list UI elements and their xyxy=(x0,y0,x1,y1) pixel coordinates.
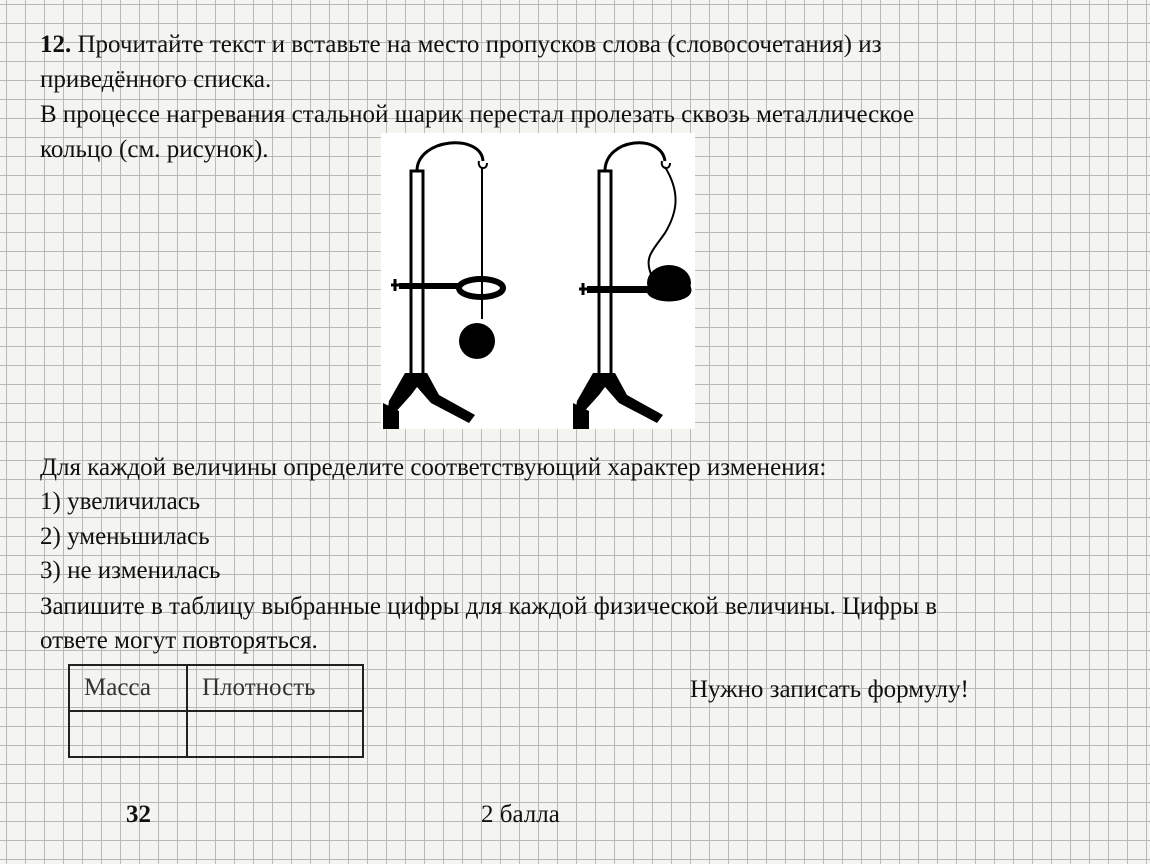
task-line-1 xyxy=(40,27,881,62)
instructions-intro: Для каждой величины определите соответствующий характер изменения: xyxy=(40,454,827,481)
answer-table-value-row xyxy=(69,711,363,757)
answer-density-cell[interactable] xyxy=(187,711,363,757)
header-density: Плотность xyxy=(187,665,363,711)
task-line-2: приведённого списка. xyxy=(40,66,272,93)
write-instruction-1: Запишите в таблицу выбранные цифры для каждой физической величины. Цифры в xyxy=(40,593,938,620)
task-text-1: Прочитайте текст и вставьте на место пропусков слова (словосочетания) из xyxy=(77,31,882,58)
answer-mass-cell[interactable] xyxy=(69,711,187,757)
answer-table xyxy=(68,664,364,758)
option-3: 3) не изменилась xyxy=(40,557,221,584)
option-2: 2) уменьшилась xyxy=(40,523,210,550)
ring-and-ball-apparatus-heated-icon xyxy=(573,143,691,429)
page-number: 32 xyxy=(126,801,151,828)
ring-and-ball-figure xyxy=(381,133,695,429)
option-1: 1) увеличилась xyxy=(40,488,201,515)
points-label: 2 балла xyxy=(481,801,560,828)
ring-and-ball-apparatus-cold-icon xyxy=(383,143,503,429)
write-instruction-2: ответе могут повторяться. xyxy=(40,627,318,654)
task-line-4: кольцо (см. рисунок). xyxy=(40,136,269,163)
task-line-3: В процессе нагревания стальной шарик перестал пролезать сквозь металлическое xyxy=(40,101,915,128)
note-text: Нужно записать формулу! xyxy=(690,676,969,703)
task-number: 12. xyxy=(40,31,72,58)
answer-table-header-row xyxy=(69,665,363,711)
header-mass: Масса xyxy=(69,665,187,711)
